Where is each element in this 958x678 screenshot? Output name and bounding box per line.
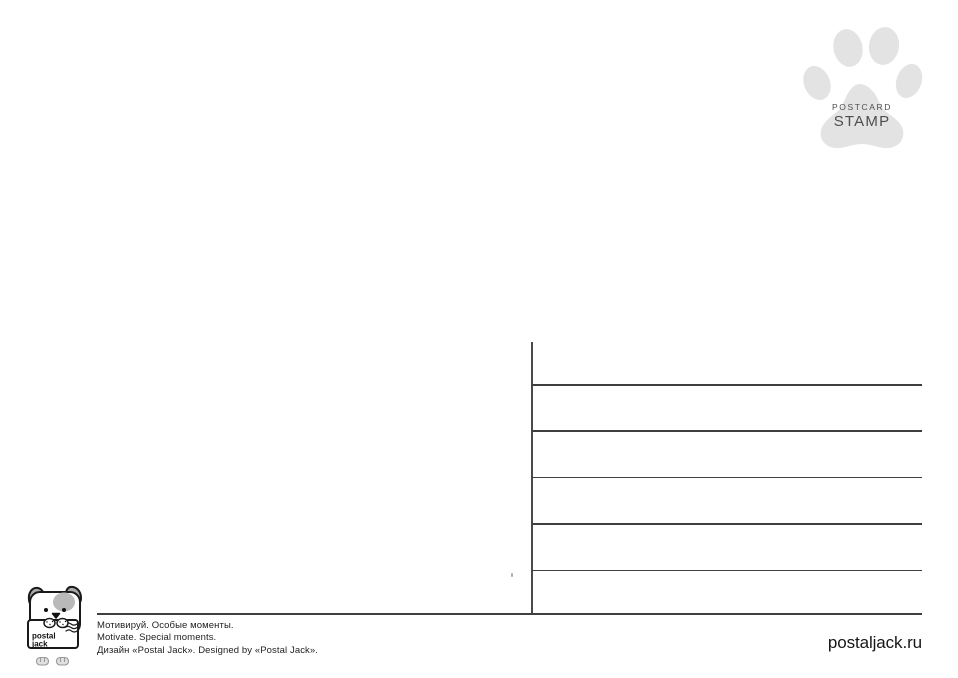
dog-eye-right <box>62 608 66 612</box>
logo-word-postal: postal <box>32 631 56 641</box>
tagline-en: Motivate. Special moments. <box>97 632 217 644</box>
address-line <box>532 477 922 479</box>
paw-toe <box>867 25 902 67</box>
paw-toe <box>800 62 836 104</box>
website-url: postaljack.ru <box>827 633 922 652</box>
paw-toe <box>830 26 866 69</box>
paw-print-icon <box>800 22 930 152</box>
tagline-ru: Мотивируй. Особые моменты. <box>97 620 234 631</box>
address-line <box>532 570 922 572</box>
address-line <box>532 523 922 525</box>
dog-eye-left <box>44 608 48 612</box>
ink-speck <box>511 573 513 577</box>
stamp-label <box>800 103 924 129</box>
address-line <box>532 430 922 432</box>
design-credit: Дизайн «Postal Jack». Designed by «Postal Jack». <box>97 644 319 656</box>
stamp-label-line2: STAMP <box>833 112 891 130</box>
stamp-label-line1: POSTCARD <box>831 102 893 112</box>
paw-toe <box>891 60 926 101</box>
logo-word-jack: jack <box>32 639 48 649</box>
postal-jack-logo <box>26 585 84 670</box>
footer-taglines <box>97 620 318 657</box>
dog-paws-icon <box>37 658 69 666</box>
footer-rule-line <box>97 613 922 615</box>
address-line <box>532 384 922 386</box>
